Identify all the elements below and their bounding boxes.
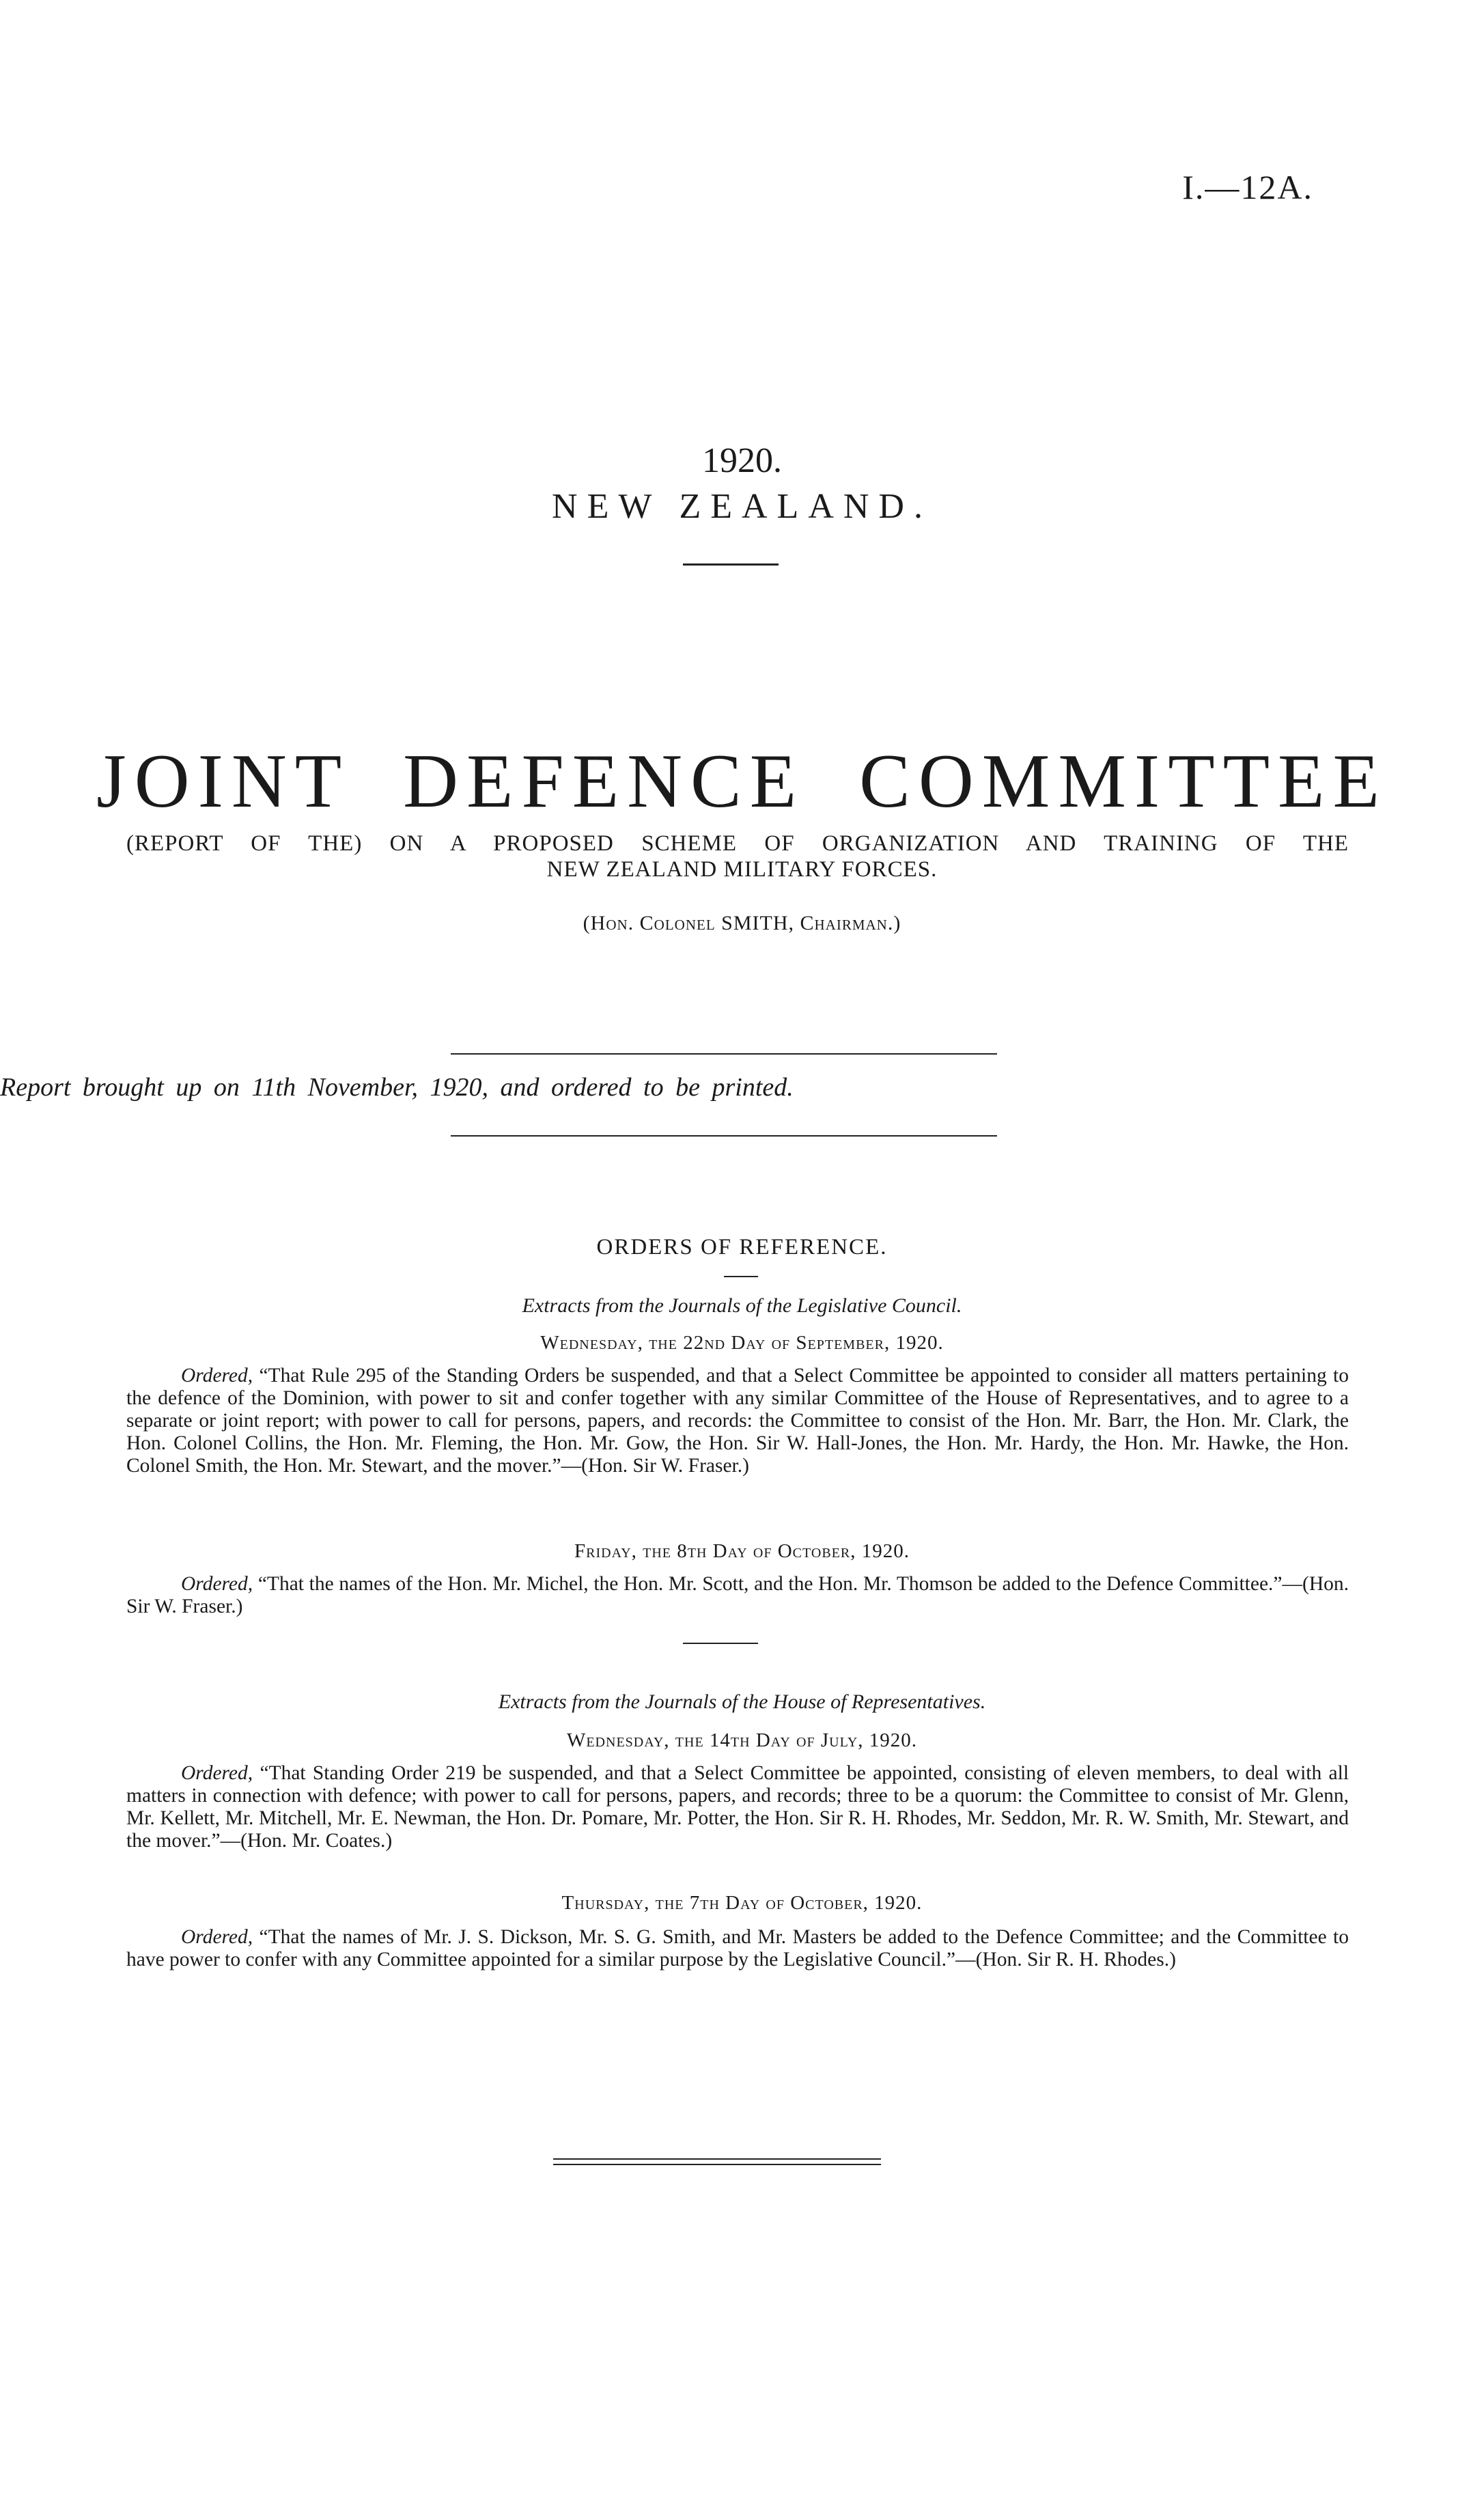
council-extract-heading: Extracts from the Journals of the Legislative Council. — [522, 1294, 962, 1317]
ordered-label: Ordered, — [181, 1365, 253, 1387]
council-date-2: Friday, the 8th Day of October, 1920. — [574, 1540, 910, 1562]
end-double-rule — [553, 2158, 881, 2165]
report-line: Report brought up on 11th November, 1920, and ordered to be printed. — [0, 1073, 794, 1102]
house-date-2: Thursday, the 7th Day of October, 1920. — [561, 1892, 923, 1914]
council-order-2 — [126, 1573, 1349, 1618]
country-heading: NEW ZEALAND. — [552, 487, 932, 526]
chairman-line: (Hon. Colonel SMITH, Chairman.) — [583, 912, 901, 934]
house-order-2 — [126, 1926, 1349, 1971]
document-id: I.—12A. — [1182, 168, 1313, 206]
house-order-1 — [126, 1762, 1349, 1852]
order-text: “That the names of the Hon. Mr. Michel, the Hon. Mr. Scott, and the Hon. Mr. Thomson be added to the Defence Committee.”—(Hon. Sir W. Fraser.) — [126, 1573, 1349, 1617]
house-date-1: Wednesday, the 14th Day of July, 1920. — [566, 1729, 918, 1751]
order-text: “That Rule 295 of the Standing Orders be suspended, and that a Select Committee be appointed to consider all matters pertaining to the defence of the Dominion, with power to sit and confer together with any similar Committee of the House of Representatives, and to agree to a separate or joint report; with power to call for persons, papers, and records: the Committee to consist of the Hon. Mr. Barr, the Hon. Mr. Clark, the Hon. Colonel Collins, the Hon. Mr. Fleming, the Hon. Mr. Gow, the Hon. Sir W. Hall-Jones, the Hon. Mr. Hardy, the Hon. Mr. Hawke, the Hon. Colonel Smith, the Hon. Mr. Stewart, and the mover.”—(Hon. Sir W. Fraser.) — [126, 1365, 1349, 1477]
council-order-1 — [126, 1365, 1349, 1477]
council-date-1: Wednesday, the 22nd Day of September, 1920. — [540, 1332, 944, 1354]
orders-heading: ORDERS OF REFERENCE. — [596, 1235, 888, 1259]
page-title: JOINT DEFENCE COMMITTEE — [96, 739, 1388, 824]
report-rule-top — [451, 1053, 997, 1055]
order-text: “That Standing Order 219 be suspended, and that a Select Committee be appointed, consisting of eleven members, to deal with all matters in connection with defence; with power to call for persons, papers, and records; three to be a quorum: the Committee to consist of Mr. Glenn, Mr. Kellett, Mr. Mitchell, Mr. E. Newman, the Hon. Dr. Pomare, Mr. Potter, the Hon. Sir R. H. Rhodes, Mr. Seddon, Mr. R. W. Smith, Mr. Stewart, and the mover.”—(Hon. Mr. Coates.) — [126, 1762, 1349, 1852]
divider-rule — [683, 563, 779, 566]
order-text: “That the names of Mr. J. S. Dickson, Mr. S. G. Smith, and Mr. Masters be added to the Defence Committee; and the Committee to have power to confer with any Committee appointed for a similar purpose by the Legislative Council.”—(Hon. Sir R. H. Rhodes.) — [126, 1926, 1349, 1970]
section-rule — [683, 1643, 758, 1644]
ordered-label: Ordered, — [181, 1573, 253, 1595]
ordered-label: Ordered, — [181, 1762, 253, 1784]
report-rule-bottom — [451, 1135, 997, 1137]
subtitle-line-2: NEW ZEALAND MILITARY FORCES. — [546, 857, 938, 882]
publication-year: 1920. — [702, 441, 782, 480]
orders-rule — [724, 1276, 758, 1277]
ordered-label: Ordered, — [181, 1926, 253, 1948]
house-extract-heading: Extracts from the Journals of the House of Representatives. — [498, 1690, 986, 1713]
subtitle-line-1: (REPORT OF THE) ON A PROPOSED SCHEME OF ORGANIZATION AND TRAINING OF THE — [126, 831, 1349, 856]
